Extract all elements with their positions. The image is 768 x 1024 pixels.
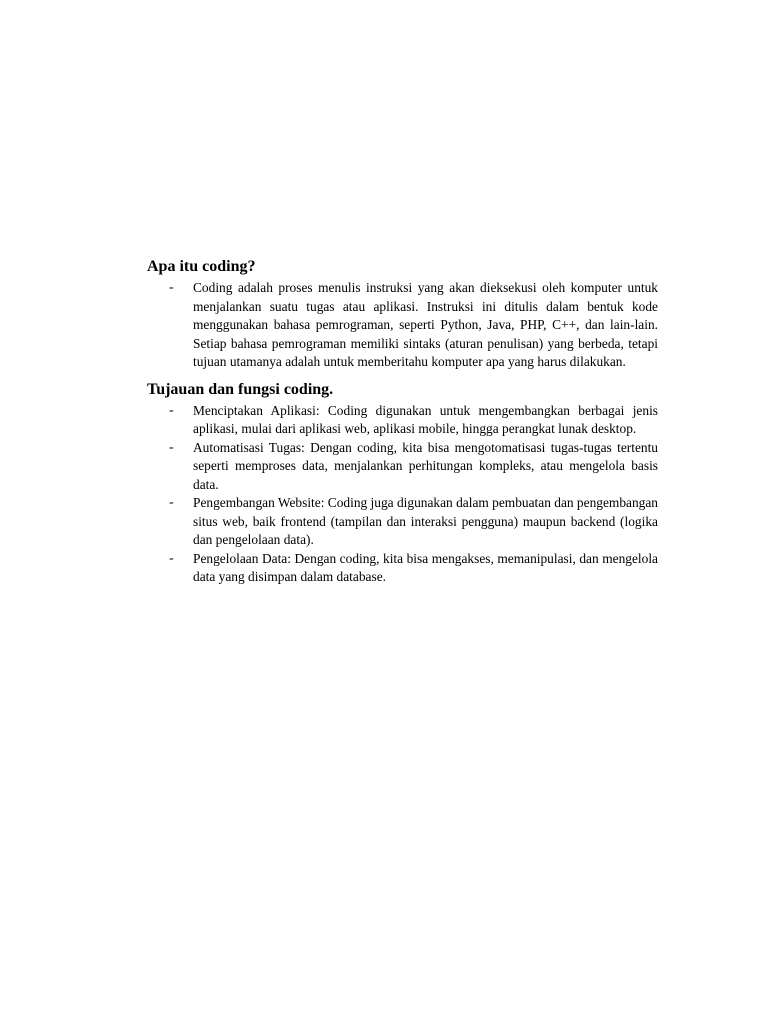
list-item	[147, 439, 658, 495]
section-title-apa-itu-coding: Apa itu coding?	[147, 258, 256, 275]
list-item-text: Pengelolaan Data: Dengan coding, kita bisa mengakses, memanipulasi, dan mengelola data yang disimpan dalam database.	[193, 550, 658, 584]
dash-bullet: -	[169, 550, 174, 566]
list-item	[147, 494, 658, 550]
purpose-list	[147, 402, 658, 587]
dash-bullet: -	[169, 495, 174, 510]
list-item	[147, 402, 658, 439]
dash-bullet: -	[169, 402, 174, 418]
dash-bullet: -	[169, 280, 174, 295]
section-title-tujuan-fungsi: Tujauan dan fungsi coding.	[147, 380, 334, 398]
list-item	[147, 550, 658, 587]
definition-list	[147, 279, 658, 372]
list-item-text: Automatisasi Tugas: Dengan coding, kita bisa mengotomatisasi tugas-tugas tertentu seperti memproses data, menjalankan perhitungan kompleks, atau mengelola basis data.	[193, 439, 658, 492]
document-page	[147, 255, 658, 587]
list-item-text: Coding adalah proses menulis instruksi yang akan dieksekusi oleh komputer untuk menjalankan suatu tugas atau aplikasi. Instruksi ini ditulis dalam bentuk kode menggunakan bahasa pemrograman, seperti Python, Java, PHP, C++, dan lain-lain. Setiap bahasa pemrograman memiliki sintaks (aturan penulisan) yang berbeda, tetapi tujuan utamanya adalah untuk memberitahu komputer apa yang harus dilakukan.	[193, 280, 658, 369]
dash-bullet: -	[169, 439, 174, 455]
list-item-text: Pengembangan Website: Coding juga digunakan dalam pembuatan dan pengembangan situs web, baik frontend (tampilan dan interaksi pengguna) maupun backend (logika dan pengelolaan data).	[193, 495, 658, 547]
list-item	[147, 279, 658, 372]
list-item-text: Menciptakan Aplikasi: Coding digunakan untuk mengembangkan berbagai jenis aplikasi, mulai dari aplikasi web, aplikasi mobile, hingga perangkat lunak desktop.	[193, 402, 658, 436]
